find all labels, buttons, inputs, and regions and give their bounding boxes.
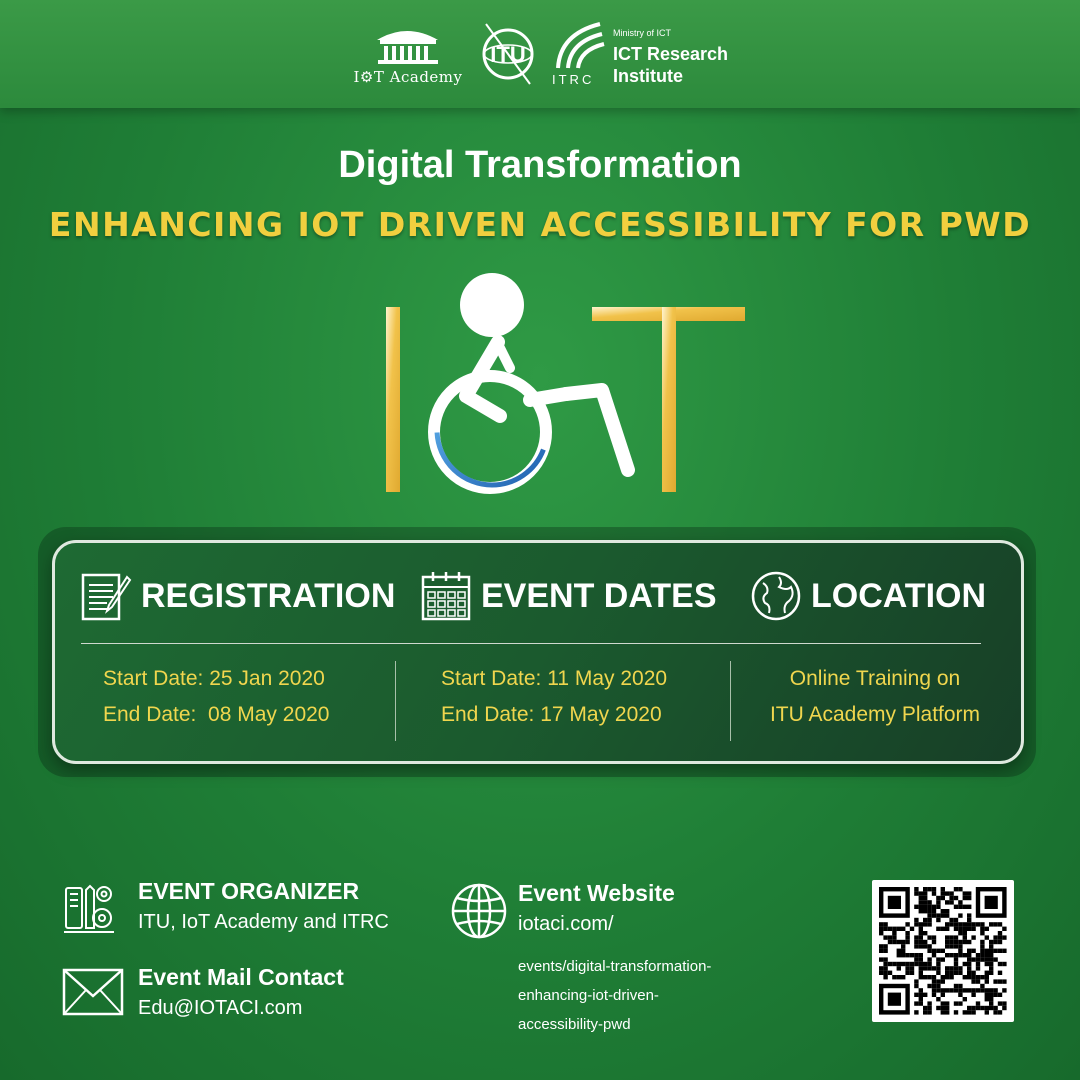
qr-code[interactable]: [872, 880, 1014, 1022]
event-start-date: Start Date: 11 May 2020: [441, 667, 668, 690]
organizer-title: EVENT ORGANIZER: [138, 878, 360, 904]
ministry-label: Ministry of ICT: [613, 28, 672, 38]
location-line-1: Online Training on: [789, 667, 961, 690]
letter-t-stem: [662, 307, 676, 492]
ict-research-label: ICT Research: [613, 44, 729, 64]
tools-gear-icon: [62, 880, 118, 938]
itrc-abbr-label: ITRC: [552, 72, 595, 87]
website-title: Event Website: [518, 880, 675, 906]
itrc-logo: [550, 20, 750, 92]
iot-academy-logo: [340, 20, 475, 92]
institute-label: Institute: [613, 66, 683, 86]
card-divider: [81, 643, 981, 644]
event-title: Digital Transformation: [338, 144, 742, 186]
location-title: LOCATION: [811, 576, 987, 615]
website-path-line: enhancing-iot-driven-: [518, 987, 659, 1004]
event-info-card: [52, 540, 1024, 764]
envelope-icon: [62, 968, 124, 1016]
event-dates-title: EVENT DATES: [481, 576, 717, 615]
form-document-icon: [79, 569, 133, 623]
event-website: [518, 880, 675, 936]
event-dates-heading: [419, 571, 717, 621]
location-heading: [749, 571, 986, 621]
registration-end-date: End Date: 08 May 2020: [103, 703, 330, 726]
registration-heading: [79, 571, 395, 621]
mail-title: Event Mail Contact: [138, 964, 344, 990]
temple-icon: [340, 20, 475, 70]
event-end-date: End Date: 17 May 2020: [441, 703, 662, 726]
web-globe-icon: [450, 882, 508, 940]
column-divider: [395, 661, 396, 741]
website-path[interactable]: [518, 952, 818, 1039]
event-organizer: [138, 878, 389, 934]
mail-address[interactable]: Edu@IOTACI.com: [138, 997, 303, 1019]
signal-arcs-icon: [550, 20, 610, 70]
header-bar: [0, 0, 1080, 108]
globe-icon: [749, 569, 803, 623]
letter-i: [386, 307, 400, 492]
column-divider: [730, 661, 731, 741]
event-subtitle: ENHANCING IOT DRIVEN ACCESSIBILITY FOR PWD: [48, 205, 1032, 244]
location-line-2: ITU Academy Platform: [769, 703, 981, 726]
registration-title: REGISTRATION: [141, 576, 396, 615]
calendar-icon: [419, 569, 473, 623]
website-domain[interactable]: iotaci.com/: [518, 913, 614, 935]
event-dates: [441, 661, 667, 733]
itu-logo: [476, 18, 540, 86]
registration-start-date: Start Date: 25 Jan 2020: [103, 667, 325, 690]
svg-text:ITU: ITU: [490, 42, 526, 67]
organizer-value: ITU, IoT Academy and ITRC: [138, 911, 389, 933]
iot-wheelchair-logo: [370, 270, 760, 500]
website-path-line: events/digital-transformation-: [518, 958, 712, 975]
person-head-icon: [460, 273, 524, 337]
location-details: [745, 661, 1005, 733]
website-path-line: accessibility-pwd: [518, 1016, 631, 1033]
event-mail: [138, 964, 344, 1020]
registration-dates: [103, 661, 329, 733]
iot-academy-label: I⚙T Academy: [353, 68, 463, 86]
